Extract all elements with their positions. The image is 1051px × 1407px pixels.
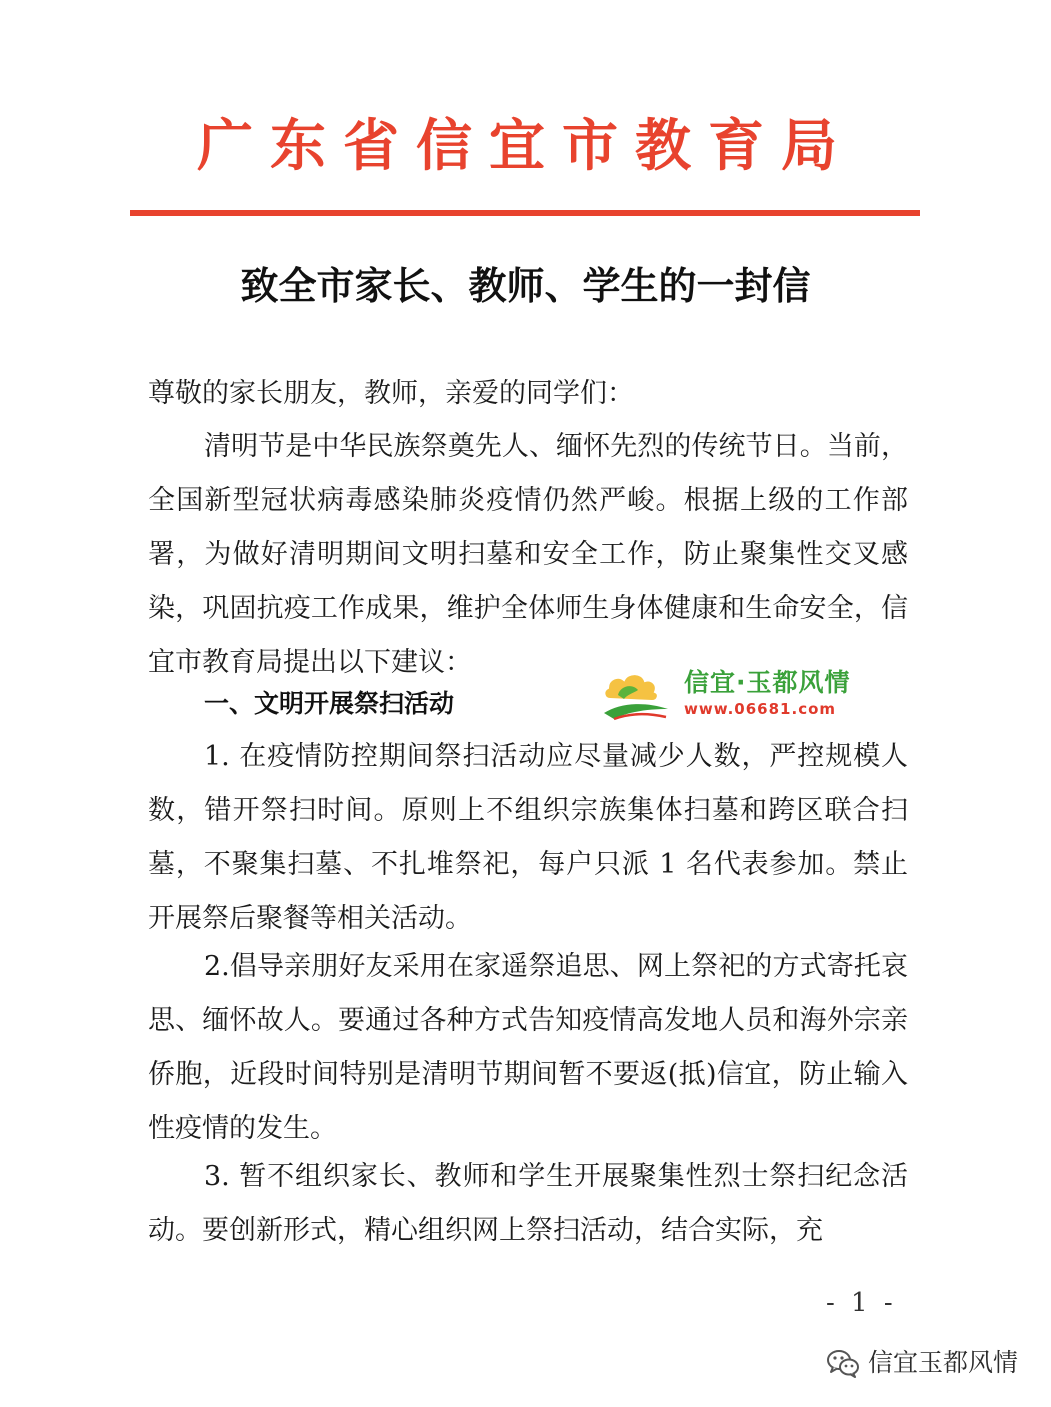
footer-source (826, 1343, 1018, 1383)
section-heading-1: 一、文明开展祭扫活动 (204, 689, 455, 718)
watermark-url: www.06681.com (684, 700, 837, 718)
intro-paragraph: 清明节是中华民族祭奠先人、缅怀先烈的传统节日。当前，全国新型冠状病毒感染肺炎疫情仍然严峻。根据上级的工作部署，为做好清明期间文明扫墓和安全工作，防止聚集性交叉感染，巩固抗疫工作成果，维护全体师生身体健康和生命安全，信宜市教育局提出以下建议： (148, 431, 908, 678)
list-item-3: 3. 暂不组织家长、教师和学生开展聚集性烈士祭扫纪念活动。要创新形式，精心组织网上祭扫活动，结合实际，充 (148, 1161, 908, 1246)
wechat-icon (826, 1348, 860, 1378)
salutation: 尊敬的家长朋友，教师，亲爱的同学们： (148, 378, 634, 409)
watermark-name: 信宜·玉都风情 (684, 668, 851, 697)
footer-account-name: 信宜玉都风情 (868, 1348, 1019, 1377)
list-item-1: 1. 在疫情防控期间祭扫活动应尽量减少人数，严控规模人数，错开祭扫时间。原则上不组织宗族集体扫墓和跨区联合扫墓，不聚集扫墓、不扎堆祭祀，每户只派 1 名代表参加。禁止开展祭后聚餐等相关活动。 (148, 741, 908, 934)
letterhead-red-rule (130, 210, 920, 216)
cloud-mountain-logo-icon (600, 669, 672, 723)
watermark (600, 665, 870, 725)
page-number: - 1 - (826, 1288, 897, 1318)
document-title: 致全市家长、教师、学生的一封信 (240, 263, 811, 308)
list-item-2: 2.倡导亲朋好友采用在家遥祭追思、网上祭祀的方式寄托哀思、缅怀故人。要通过各种方式告知疫情高发地人员和海外宗亲侨胞，近段时间特别是清明节期间暂不要返(抵)信宜，防止输入性疫情的发生。 (148, 951, 908, 1144)
letterhead-organization: 广东省信宜市教育局 (197, 114, 854, 179)
